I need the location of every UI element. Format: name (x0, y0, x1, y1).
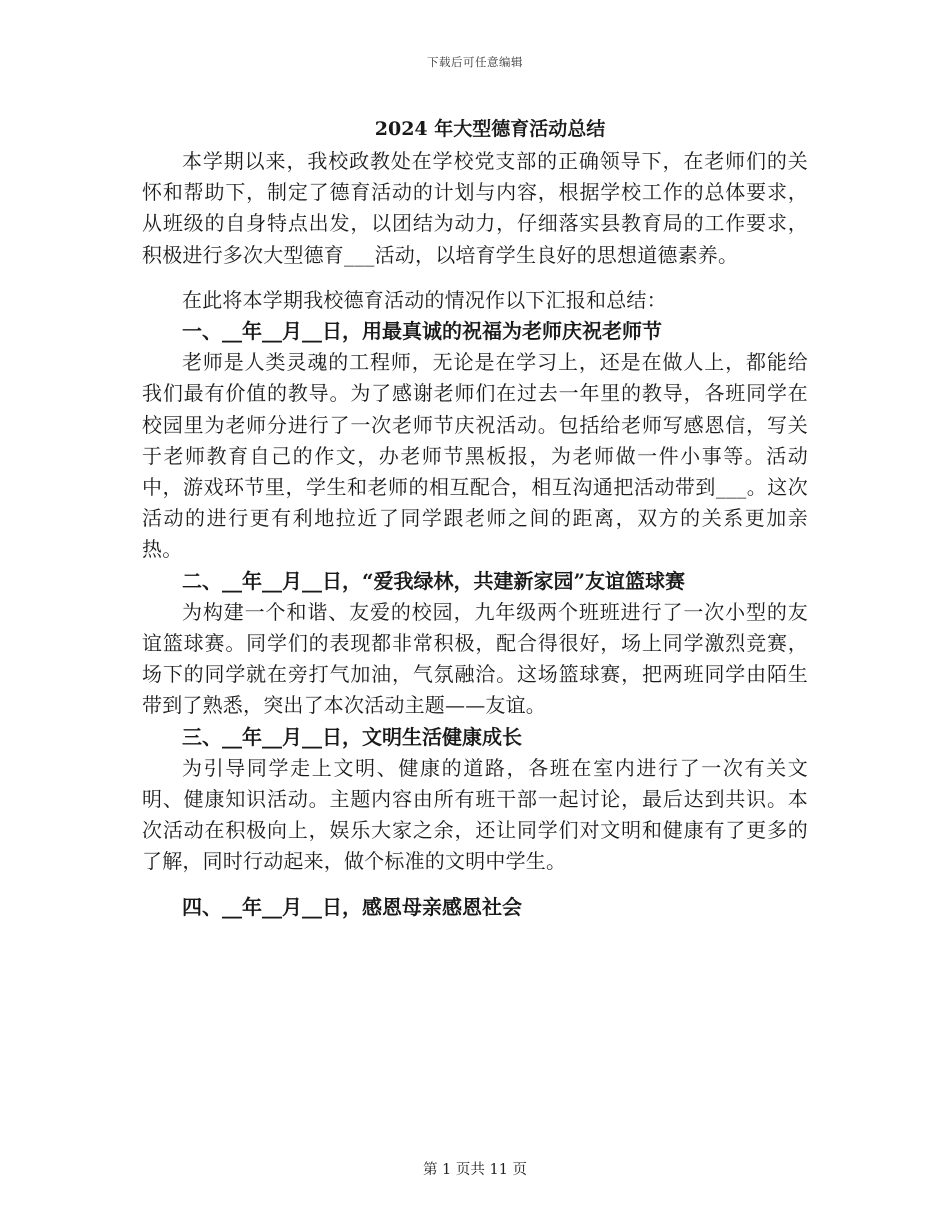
section-heading-3: 三、__年__月__日，文明生活健康成长 (182, 724, 522, 749)
page-footer: 第 1 页共 11 页 (422, 1162, 528, 1178)
document-body (142, 112, 808, 923)
intro-paragraph: 本学期以来，我校政教处在学校党支部的正确领导下，在老师们的关怀和帮助下，制定了德育活动的计划与内容，根据学校工作的总体要求，从班级的自身特点出发，以团结为动力，仔细落实县教育局的工作要求，积极进行多次大型德育___活动，以培育学生良好的思想道德素养。 (142, 149, 808, 267)
section-body-2: 为构建一个和谐、友爱的校园，九年级两个班班进行了一次小型的友谊篮球赛。同学们的表现都非常积极，配合得很好，场上同学激烈竞赛，场下的同学就在旁打气加油，气氛融洽。这场篮球赛，把两班同学由陌生带到了熟悉，突出了本次活动主题——友谊。 (142, 599, 808, 718)
page-header-note: 下载后可任意编辑 (427, 55, 523, 69)
section-body-3: 为引导同学走上文明、健康的道路，各班在室内进行了一次有关文明、健康知识活动。主题内容由所有班干部一起讨论，最后达到共识。本次活动在积极向上，娱乐大家之余，还让同学们对文明和健康有了更多的了解，同时行动起来，做个标准的文明中学生。 (142, 755, 808, 874)
summary-lead-paragraph: 在此将本学期我校德育活动的情况作以下汇报和总结： (182, 287, 667, 312)
section-body-1: 老师是人类灵魂的工程师，无论是在学习上，还是在做人上，都能给我们最有价值的教导。为了感谢老师们在过去一年里的教导，各班同学在校园里为老师分进行了一次老师节庆祝活动。包括给老师写感恩信，写关于老师教育自己的作文，办老师节黑板报，为老师做一件小事等。活动中，游戏环节里，学生和老师的相互配合，相互沟通把活动带到___。这次活动的进行更有利地拉近了同学跟老师之间的距离，双方的关系更加亲热。 (142, 350, 808, 562)
section-heading-1: 一、__年__月__日，用最真诚的祝福为老师庆祝老师节 (182, 319, 662, 344)
section-heading-4: 四、__年__月__日，感恩母亲感恩社会 (182, 894, 522, 919)
section-heading-2: 二、__年__月__日，“爱我绿林，共建新家园”友谊篮球赛 (182, 568, 686, 593)
document-title: 2024 年大型德育活动总结 (374, 118, 606, 140)
